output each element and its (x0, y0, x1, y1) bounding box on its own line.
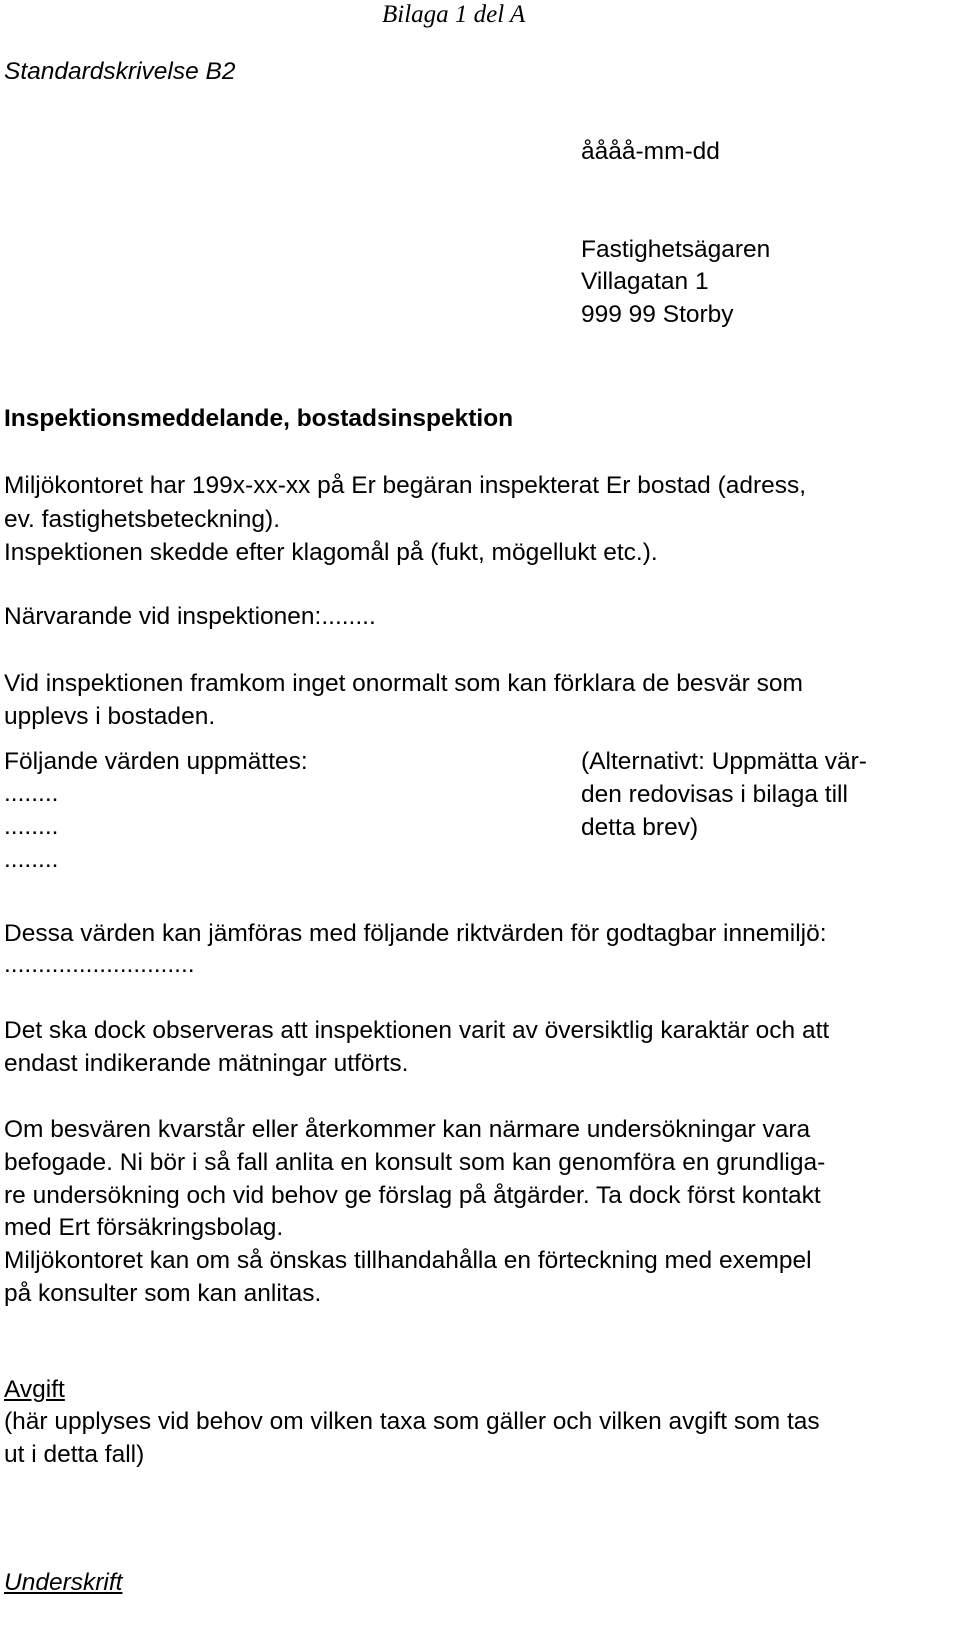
note-line-2: endast indikerande mätningar utförts. (4, 1050, 409, 1077)
advice-line-3: re undersökning och vid behov ge förslag på åtgärder. Ta dock först kontakt (4, 1182, 821, 1209)
signature-heading: Underskrift (4, 1569, 123, 1596)
letter-subject: Inspektionsmeddelande, bostadsinspektion (4, 405, 514, 432)
document-type: Standardskrivelse B2 (4, 58, 236, 85)
advice-line-5: Miljökontoret kan om så önskas tillhandahålla en förteckning med exempel (4, 1247, 812, 1274)
fee-line-1: (här upplyses vid behov om vilken taxa som gäller och vilken avgift som tas (4, 1408, 820, 1435)
advice-line-1: Om besvären kvarstår eller återkommer kan närmare undersökningar vara (4, 1116, 811, 1143)
measured-dots-1: ........ (4, 780, 59, 807)
measured-dots-3: ........ (4, 846, 59, 873)
measured-label: Följande värden uppmättes: (4, 748, 308, 775)
alternative-note-line-1: (Alternativt: Uppmätta vär- (581, 748, 867, 775)
finding-line-2: upplevs i bostaden. (4, 703, 216, 730)
letter-date: åååå-mm-dd (581, 138, 720, 165)
compare-line-1: Dessa värden kan jämföras med följande riktvärden för godtagbar innemiljö: (4, 920, 827, 947)
intro-line-1: Miljökontoret har 199x-xx-xx på Er begäran inspekterat Er bostad (adress, (4, 472, 807, 499)
recipient-street: Villagatan 1 (581, 268, 709, 295)
fee-heading: Avgift (4, 1376, 65, 1403)
finding-line-1: Vid inspektionen framkom inget onormalt som kan förklara de besvär som (4, 670, 803, 697)
recipient-name: Fastighetsägaren (581, 236, 771, 263)
attachment-label: Bilaga 1 del A (382, 1, 526, 28)
compare-line-2: ............................ (4, 951, 195, 978)
fee-line-2: ut i detta fall) (4, 1441, 145, 1468)
intro-line-2: ev. fastighetsbeteckning). (4, 506, 281, 533)
measured-dots-2: ........ (4, 813, 59, 840)
advice-line-4: med Ert försäkringsbolag. (4, 1214, 284, 1241)
advice-line-2: befogade. Ni bör i så fall anlita en konsult som kan genomföra en grundliga- (4, 1149, 826, 1176)
alternative-note-line-3: detta brev) (581, 814, 699, 841)
alternative-note-line-2: den redovisas i bilaga till (581, 781, 848, 808)
advice-line-6: på konsulter som kan anlitas. (4, 1280, 322, 1307)
recipient-postal: 999 99 Storby (581, 301, 734, 328)
intro-line-3: Inspektionen skedde efter klagomål på (fukt, mögellukt etc.). (4, 539, 658, 566)
present-line: Närvarande vid inspektionen:........ (4, 603, 376, 630)
note-line-1: Det ska dock observeras att inspektionen varit av översiktlig karaktär och att (4, 1017, 830, 1044)
